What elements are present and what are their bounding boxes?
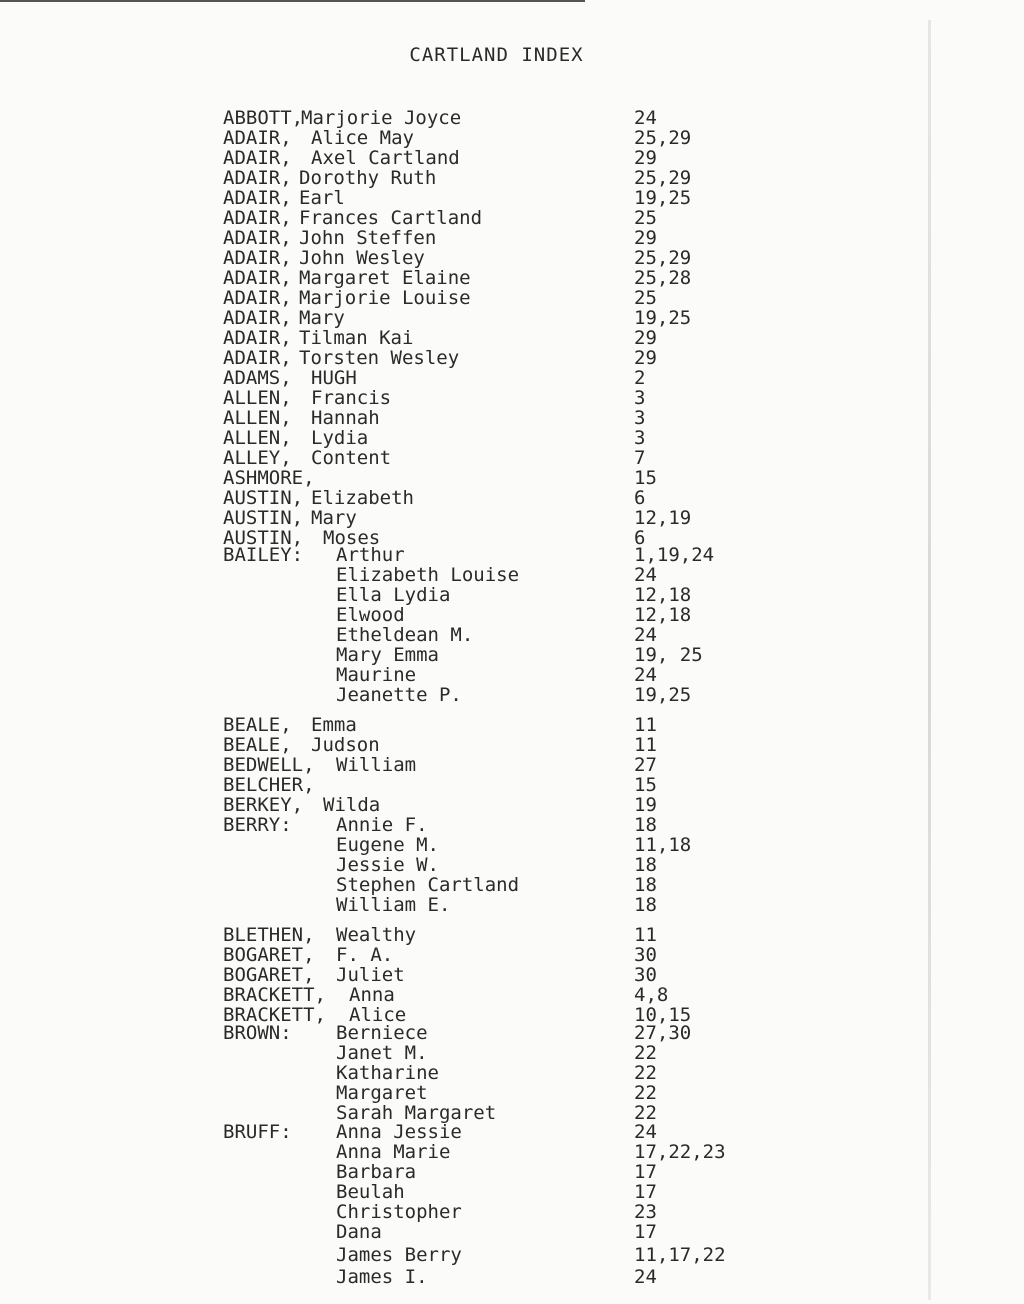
entry-surname: ADAIR, — [223, 207, 292, 229]
entry-pages: 22 — [634, 1082, 657, 1104]
entry-surname: ADAMS, — [223, 367, 292, 389]
index-entry — [0, 815, 1024, 835]
index-entry — [0, 945, 1024, 965]
entry-given-name: William E. — [336, 894, 451, 916]
entry-given-name: Hannah — [311, 407, 380, 429]
index-entry — [0, 895, 1024, 915]
index-entry — [0, 108, 1024, 128]
entry-pages: 25,29 — [634, 167, 692, 189]
entry-surname: BOGARET, — [223, 964, 315, 986]
index-entry — [0, 168, 1024, 188]
index-entry — [0, 645, 1024, 665]
entry-given-name: Lydia — [311, 427, 369, 449]
entry-given-name: Juliet — [336, 964, 405, 986]
entry-surname: ADAIR, — [223, 127, 292, 149]
index-entry — [0, 148, 1024, 168]
entry-pages: 6 — [634, 487, 646, 509]
entry-given-name: Earl — [299, 187, 345, 209]
entry-surname: BLETHEN, — [223, 924, 315, 946]
entry-surname: ADAIR, — [223, 147, 292, 169]
entry-pages: 25 — [634, 207, 657, 229]
entry-surname: ALLEN, — [223, 427, 292, 449]
index-entry — [0, 1142, 1024, 1162]
index-entry — [0, 468, 1024, 488]
index-entry — [0, 1063, 1024, 1083]
index-entry — [0, 188, 1024, 208]
entry-pages: 3 — [634, 387, 646, 409]
entry-given-name: Ella Lydia — [336, 584, 451, 606]
entry-pages: 19,25 — [634, 187, 692, 209]
entry-surname: BERRY: — [223, 814, 292, 836]
entry-pages: 2 — [634, 367, 646, 389]
index-entry — [0, 1023, 1024, 1043]
entry-pages: 30 — [634, 964, 657, 986]
index-entry — [0, 795, 1024, 815]
entry-pages: 24 — [634, 564, 657, 586]
entry-surname: AUSTIN, — [223, 487, 304, 509]
entry-pages: 22 — [634, 1042, 657, 1064]
entry-given-name: Barbara — [336, 1161, 417, 1183]
index-entry — [0, 735, 1024, 755]
entry-given-name: Marjorie Joyce — [301, 107, 462, 129]
entry-given-name: Elizabeth — [311, 487, 414, 509]
entry-given-name: Wilda — [323, 794, 381, 816]
index-entry — [0, 288, 1024, 308]
entry-given-name: Alice May — [311, 127, 414, 149]
index-entry — [0, 248, 1024, 268]
entry-given-name: Arthur — [336, 544, 405, 566]
entry-surname: BRACKETT, — [223, 1004, 326, 1026]
entry-pages: 12,18 — [634, 604, 692, 626]
entry-given-name: Anna Jessie — [336, 1121, 462, 1143]
entry-given-name: Margaret Elaine — [299, 267, 471, 289]
entry-given-name: Content — [311, 447, 392, 469]
entry-given-name: William — [336, 754, 417, 776]
entry-given-name: HUGH — [311, 367, 357, 389]
entry-surname: ADAIR, — [223, 307, 292, 329]
index-entry — [0, 1267, 1024, 1287]
entry-given-name: Tilman Kai — [299, 327, 414, 349]
entry-given-name: Margaret — [336, 1082, 428, 1104]
entry-surname: BRACKETT, — [223, 984, 326, 1006]
index-entry — [0, 685, 1024, 705]
entry-pages: 17 — [634, 1181, 657, 1203]
entry-surname: ASHMORE, — [223, 467, 315, 489]
entry-surname: BERKEY, — [223, 794, 304, 816]
index-entry — [0, 585, 1024, 605]
entry-given-name: Maurine — [336, 664, 417, 686]
entry-pages: 29 — [634, 147, 657, 169]
entry-given-name: Wealthy — [336, 924, 417, 946]
entry-pages: 27 — [634, 754, 657, 776]
index-entry — [0, 965, 1024, 985]
entry-pages: 17 — [634, 1161, 657, 1183]
index-entry — [0, 925, 1024, 945]
entry-pages: 29 — [634, 347, 657, 369]
entry-pages: 22 — [634, 1102, 657, 1124]
entry-pages: 3 — [634, 407, 646, 429]
entry-pages: 11,17,22 — [634, 1244, 726, 1266]
entry-given-name: Beulah — [336, 1181, 405, 1203]
index-entry — [0, 128, 1024, 148]
index-entry — [0, 1122, 1024, 1142]
index-entry — [0, 835, 1024, 855]
index-entry — [0, 1103, 1024, 1123]
index-entry — [0, 985, 1024, 1005]
entry-pages: 3 — [634, 427, 646, 449]
entry-pages: 22 — [634, 1062, 657, 1084]
entry-given-name: Anna Marie — [336, 1141, 451, 1163]
entry-pages: 27,30 — [634, 1022, 692, 1044]
entry-given-name: Marjorie Louise — [299, 287, 471, 309]
entry-given-name: Francis — [311, 387, 392, 409]
entry-pages: 19 — [634, 794, 657, 816]
entry-surname: ALLEN, — [223, 407, 292, 429]
index-entry — [0, 1005, 1024, 1025]
index-entry — [0, 565, 1024, 585]
entry-pages: 18 — [634, 854, 657, 876]
index-entry — [0, 488, 1024, 508]
entry-given-name: Elizabeth Louise — [336, 564, 520, 586]
entry-given-name: Eugene M. — [336, 834, 439, 856]
entry-given-name: Alice — [349, 1004, 407, 1026]
entry-pages: 24 — [634, 107, 657, 129]
entry-surname: BROWN: — [223, 1022, 292, 1044]
entry-given-name: Emma — [311, 714, 357, 736]
index-entry — [0, 1222, 1024, 1242]
entry-pages: 17,22,23 — [634, 1141, 726, 1163]
entry-given-name: James Berry — [336, 1244, 462, 1266]
index-entry — [0, 268, 1024, 288]
entry-given-name: Anna — [349, 984, 395, 1006]
entry-surname: ALLEY, — [223, 447, 292, 469]
index-entry — [0, 875, 1024, 895]
index-entry — [0, 1202, 1024, 1222]
index-entry — [0, 448, 1024, 468]
entry-pages: 24 — [634, 624, 657, 646]
index-entry — [0, 1083, 1024, 1103]
entry-pages: 25,29 — [634, 127, 692, 149]
entry-pages: 11 — [634, 714, 657, 736]
entry-surname: BAILEY: — [223, 544, 304, 566]
entry-given-name: Katharine — [336, 1062, 439, 1084]
index-entry — [0, 368, 1024, 388]
entry-surname: BOGARET, — [223, 944, 315, 966]
index-entry — [0, 855, 1024, 875]
entry-given-name: Annie F. — [336, 814, 428, 836]
index-entry — [0, 228, 1024, 248]
entry-given-name: Mary — [299, 307, 345, 329]
entry-pages: 1,19,24 — [634, 544, 715, 566]
entry-given-name: Mary — [311, 507, 357, 529]
entry-given-name: Sarah Margaret — [336, 1102, 497, 1124]
index-entry — [0, 775, 1024, 795]
top-rule — [0, 0, 585, 2]
entry-given-name: Torsten Wesley — [299, 347, 460, 369]
entry-pages: 17 — [634, 1221, 657, 1243]
index-entry — [0, 1182, 1024, 1202]
entry-pages: 12,19 — [634, 507, 692, 529]
index-entry — [0, 308, 1024, 328]
entry-given-name: John Steffen — [299, 227, 437, 249]
entry-pages: 11,18 — [634, 834, 692, 856]
entry-given-name: Jessie W. — [336, 854, 439, 876]
index-entry — [0, 1245, 1024, 1265]
entry-surname: BELCHER, — [223, 774, 315, 796]
entry-given-name: Janet M. — [336, 1042, 428, 1064]
index-entry — [0, 328, 1024, 348]
index-entry — [0, 348, 1024, 368]
index-entry — [0, 625, 1024, 645]
entry-pages: 10,15 — [634, 1004, 692, 1026]
entry-surname: ABBOTT, — [223, 107, 304, 129]
entry-pages: 19,25 — [634, 684, 692, 706]
entry-pages: 15 — [634, 467, 657, 489]
entry-pages: 24 — [634, 1266, 657, 1288]
entry-pages: 19,25 — [634, 307, 692, 329]
entry-given-name: F. A. — [336, 944, 394, 966]
entry-pages: 18 — [634, 874, 657, 896]
entry-pages: 24 — [634, 664, 657, 686]
entry-pages: 7 — [634, 447, 646, 469]
index-entry — [0, 545, 1024, 565]
entry-pages: 18 — [634, 814, 657, 836]
entry-given-name: Dana — [336, 1221, 382, 1243]
entry-surname: BRUFF: — [223, 1121, 292, 1143]
entry-surname: AUSTIN, — [223, 527, 304, 549]
index-entry — [0, 665, 1024, 685]
index-entry — [0, 428, 1024, 448]
entry-pages: 11 — [634, 734, 657, 756]
index-entry — [0, 605, 1024, 625]
entry-surname: ADAIR, — [223, 267, 292, 289]
index-entry — [0, 408, 1024, 428]
entry-given-name: Christopher — [336, 1201, 462, 1223]
entry-pages: 6 — [634, 527, 646, 549]
entry-pages: 24 — [634, 1121, 657, 1143]
entry-given-name: Elwood — [336, 604, 405, 626]
entry-surname: ADAIR, — [223, 327, 292, 349]
entry-pages: 19, 25 — [634, 644, 703, 666]
entry-given-name: Mary Emma — [336, 644, 439, 666]
entry-pages: 23 — [634, 1201, 657, 1223]
entry-given-name: Stephen Cartland — [336, 874, 520, 896]
index-entry — [0, 208, 1024, 228]
entry-pages: 11 — [634, 924, 657, 946]
entry-pages: 30 — [634, 944, 657, 966]
entry-pages: 15 — [634, 774, 657, 796]
entry-surname: BEALE, — [223, 714, 292, 736]
entry-pages: 25,29 — [634, 247, 692, 269]
page-title: CARTLAND INDEX — [409, 44, 584, 66]
entry-pages: 12,18 — [634, 584, 692, 606]
entry-pages: 29 — [634, 227, 657, 249]
entry-surname: ALLEN, — [223, 387, 292, 409]
entry-surname: ADAIR, — [223, 287, 292, 309]
entry-given-name: Dorothy Ruth — [299, 167, 437, 189]
entry-given-name: John Wesley — [299, 247, 425, 269]
entry-surname: ADAIR, — [223, 347, 292, 369]
entry-given-name: James I. — [336, 1266, 428, 1288]
entry-given-name: Judson — [311, 734, 380, 756]
entry-pages: 4,8 — [634, 984, 669, 1006]
entry-surname: ADAIR, — [223, 187, 292, 209]
entry-surname: ADAIR, — [223, 167, 292, 189]
entry-pages: 25 — [634, 287, 657, 309]
index-entry — [0, 1162, 1024, 1182]
entry-surname: AUSTIN, — [223, 507, 304, 529]
entry-given-name: Axel Cartland — [311, 147, 460, 169]
entry-given-name: Moses — [323, 527, 381, 549]
entry-pages: 29 — [634, 327, 657, 349]
entry-pages: 25,28 — [634, 267, 692, 289]
index-entry — [0, 388, 1024, 408]
entry-surname: ADAIR, — [223, 247, 292, 269]
entry-given-name: Jeanette P. — [336, 684, 462, 706]
index-entry — [0, 755, 1024, 775]
entry-surname: BEDWELL, — [223, 754, 315, 776]
index-entry — [0, 1043, 1024, 1063]
entry-pages: 18 — [634, 894, 657, 916]
entry-given-name: Etheldean M. — [336, 624, 474, 646]
entry-surname: BEALE, — [223, 734, 292, 756]
entry-given-name: Frances Cartland — [299, 207, 483, 229]
entry-surname: ADAIR, — [223, 227, 292, 249]
index-entry — [0, 508, 1024, 528]
index-entry — [0, 715, 1024, 735]
entry-given-name: Berniece — [336, 1022, 428, 1044]
